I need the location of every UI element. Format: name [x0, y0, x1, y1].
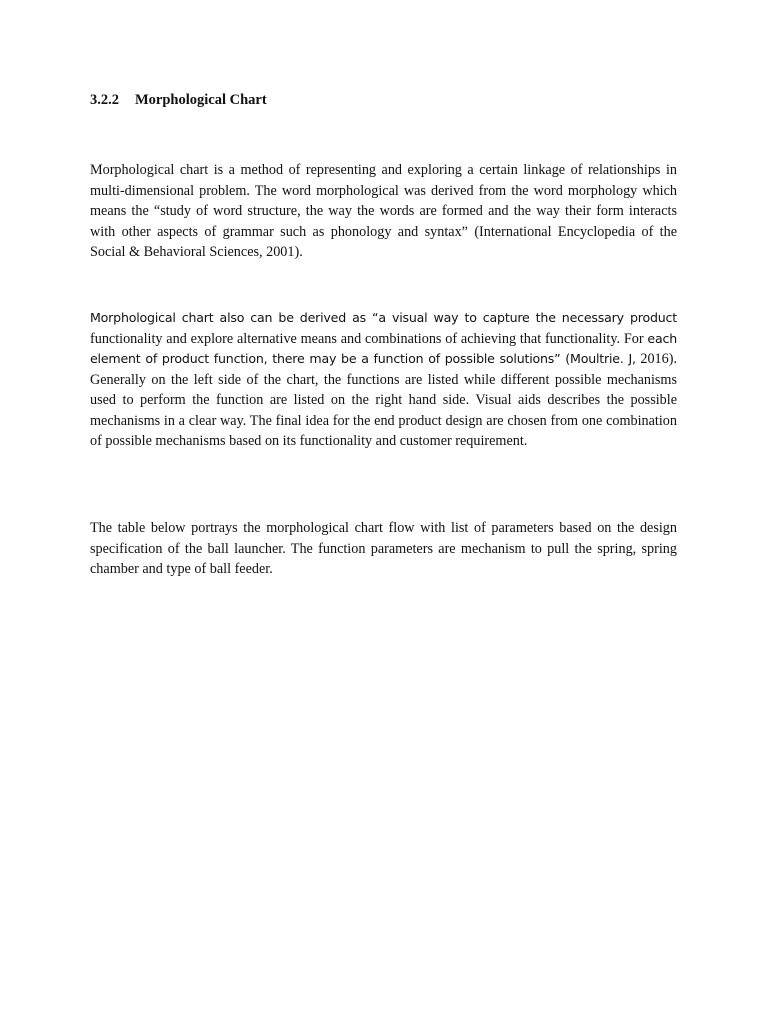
paragraph-visual-way	[90, 308, 677, 452]
paragraph-table-intro: The table below portrays the morphological chart flow with list of parameters based on the design specification of the ball launcher. The function parameters are mechanism to pull the spring, spring chamber and type of ball feeder.	[90, 520, 677, 577]
section-heading	[90, 92, 267, 109]
quote-tail-text: each element of product function, there may be a function of possible solutions” (Moultrie. J,	[90, 330, 677, 366]
paragraph-body-text: 2016). Generally on the left side of the chart, the functions are listed while different possible mechanisms used to perform the function are listed on the right hand side. Visual aids describes the possible mechanisms in a clear way. The final idea for the end product design are chosen from one combination of possible mechanisms based on its functionality and customer requirement.	[90, 351, 677, 449]
paragraph-definition: Morphological chart is a method of representing and exploring a certain linkage of relationships in multi-dimensional problem. The word morphological was derived from the word morphology which means the “study of word structure, the way the words are formed and the way their form interacts with other aspects of grammar such as phonology and syntax” (International Encyclopedia of the Social & Behavioral Sciences, 2001).	[90, 162, 677, 260]
quote-lead-text: Morphological chart also can be derived as “a visual way to capture the necessary product	[90, 310, 677, 325]
section-number: 3.2.2	[90, 92, 119, 108]
section-title: Morphological Chart	[135, 92, 267, 108]
quote-mid-text: functionality and explore alternative means and combinations of achieving that functionality. For	[90, 330, 648, 347]
